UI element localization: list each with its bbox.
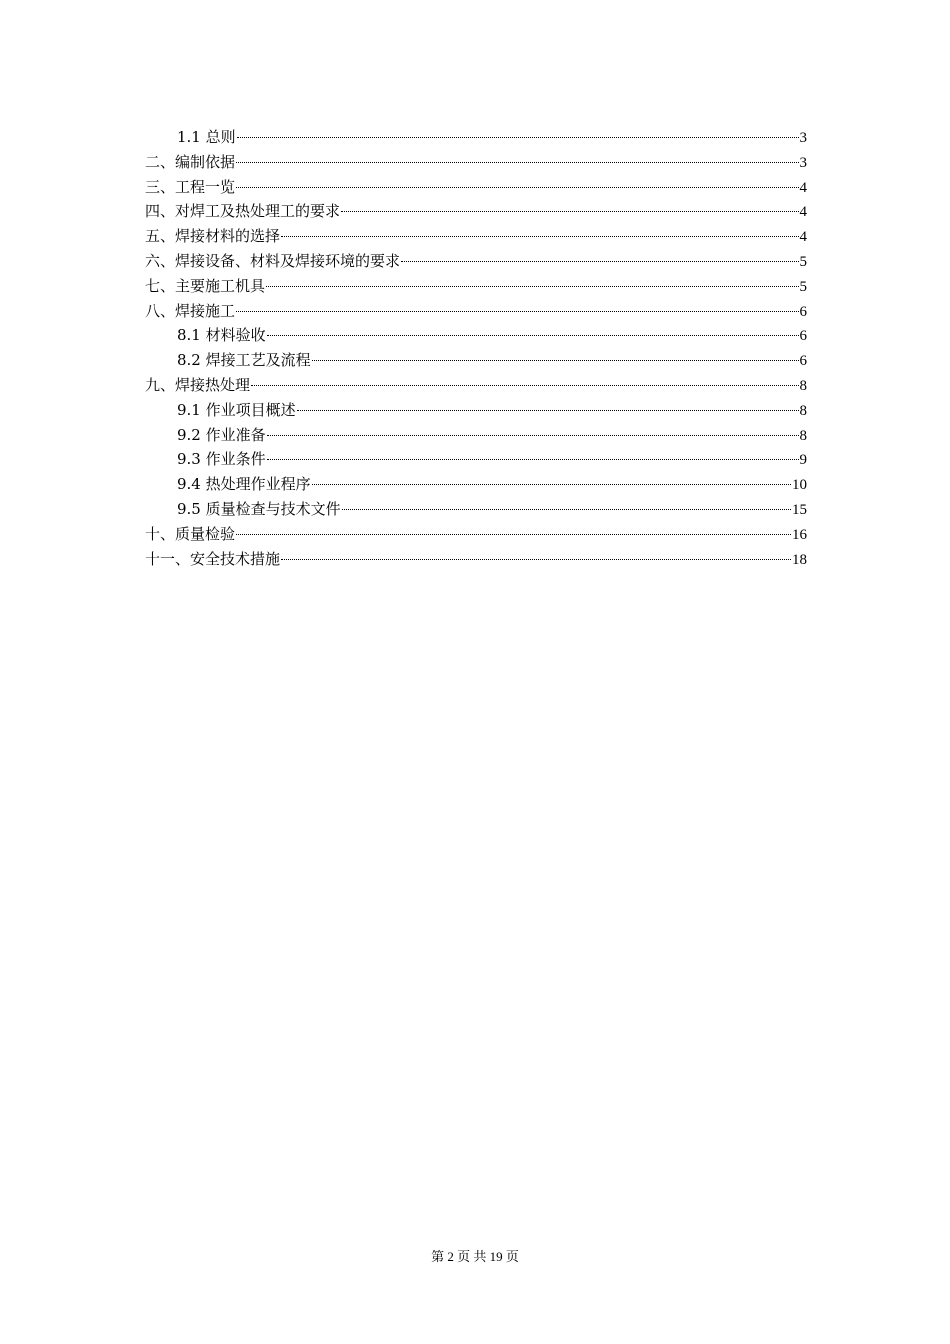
toc-entry-page: 6	[799, 353, 807, 370]
toc-entry-page: 4	[799, 204, 807, 221]
toc-entry-page: 3	[799, 154, 807, 171]
toc-dot-leader	[251, 385, 798, 386]
toc-dot-leader	[281, 559, 791, 560]
table-of-contents	[145, 125, 807, 571]
toc-entry-page: 5	[799, 253, 807, 270]
toc-entry-title: 三、工程一览	[145, 177, 236, 196]
toc-entry-title: 八、焊接施工	[145, 301, 236, 320]
toc-entry[interactable]	[145, 125, 807, 150]
toc-entry-page: 4	[799, 179, 807, 196]
page-footer: 第 2 页 共 19 页	[431, 1249, 519, 1264]
toc-dot-leader	[401, 261, 798, 262]
toc-entry-title: 9.1 作业项目概述	[177, 400, 296, 419]
toc-entry[interactable]	[145, 348, 807, 373]
toc-dot-leader	[236, 162, 798, 163]
toc-entry-page: 15	[792, 501, 807, 518]
toc-dot-leader	[266, 286, 798, 287]
toc-entry-title: 9.3 作业条件	[177, 450, 266, 469]
toc-entry[interactable]	[145, 547, 807, 572]
toc-entry[interactable]	[145, 224, 807, 249]
toc-entry-title: 四、对焊工及热处理工的要求	[145, 202, 341, 221]
toc-entry-page: 10	[792, 477, 807, 494]
toc-entry-page: 4	[799, 229, 807, 246]
toc-entry[interactable]	[145, 522, 807, 547]
toc-entry-page: 5	[799, 278, 807, 295]
toc-entry-page: 18	[792, 551, 807, 568]
toc-entry-title: 9.5 质量检查与技术文件	[177, 499, 341, 518]
toc-entry-title: 8.1 材料验收	[177, 326, 266, 345]
toc-entry[interactable]	[145, 497, 807, 522]
toc-entry-title: 六、焊接设备、材料及焊接环境的要求	[145, 251, 401, 270]
toc-entry[interactable]	[145, 398, 807, 423]
toc-entry-page: 8	[799, 402, 807, 419]
toc-entry-page: 6	[799, 303, 807, 320]
toc-dot-leader	[236, 311, 798, 312]
toc-dot-leader	[236, 187, 798, 188]
toc-entry[interactable]	[145, 299, 807, 324]
toc-dot-leader	[267, 459, 799, 460]
toc-entry-page: 16	[792, 526, 807, 543]
toc-entry[interactable]	[145, 249, 807, 274]
toc-entry[interactable]	[145, 274, 807, 299]
toc-entry-title: 9.2 作业准备	[177, 425, 266, 444]
toc-entry-title: 9.4 热处理作业程序	[177, 475, 311, 494]
toc-entry-title: 8.2 焊接工艺及流程	[177, 351, 311, 370]
toc-entry-title: 十、质量检验	[145, 524, 236, 543]
toc-dot-leader	[267, 335, 799, 336]
toc-dot-leader	[342, 509, 791, 510]
toc-entry-title: 五、焊接材料的选择	[145, 227, 281, 246]
toc-entry[interactable]	[145, 423, 807, 448]
toc-entry-title: 1.1 总则	[177, 128, 236, 146]
toc-dot-leader	[236, 534, 791, 535]
toc-entry-title: 十一、安全技术措施	[145, 549, 281, 568]
toc-dot-leader	[267, 435, 799, 436]
toc-entry-title: 七、主要施工机具	[145, 276, 266, 295]
toc-entry[interactable]	[145, 373, 807, 398]
toc-entry-page: 8	[799, 377, 807, 394]
toc-dot-leader	[281, 236, 798, 237]
toc-entry[interactable]	[145, 175, 807, 200]
toc-entry[interactable]	[145, 199, 807, 224]
toc-entry[interactable]	[145, 472, 807, 497]
toc-dot-leader	[312, 484, 791, 485]
toc-entry-page: 6	[799, 328, 807, 345]
toc-dot-leader	[237, 137, 799, 138]
toc-entry-page: 9	[799, 452, 807, 469]
toc-dot-leader	[297, 410, 799, 411]
toc-entry-page: 8	[799, 427, 807, 444]
toc-entry-title: 二、编制依据	[145, 152, 236, 171]
toc-entry[interactable]	[145, 150, 807, 175]
toc-entry-page: 3	[799, 130, 807, 146]
toc-entry[interactable]	[145, 447, 807, 472]
toc-entry-title: 九、焊接热处理	[145, 375, 251, 394]
toc-entry[interactable]	[145, 323, 807, 348]
toc-dot-leader	[312, 360, 799, 361]
toc-dot-leader	[341, 211, 798, 212]
